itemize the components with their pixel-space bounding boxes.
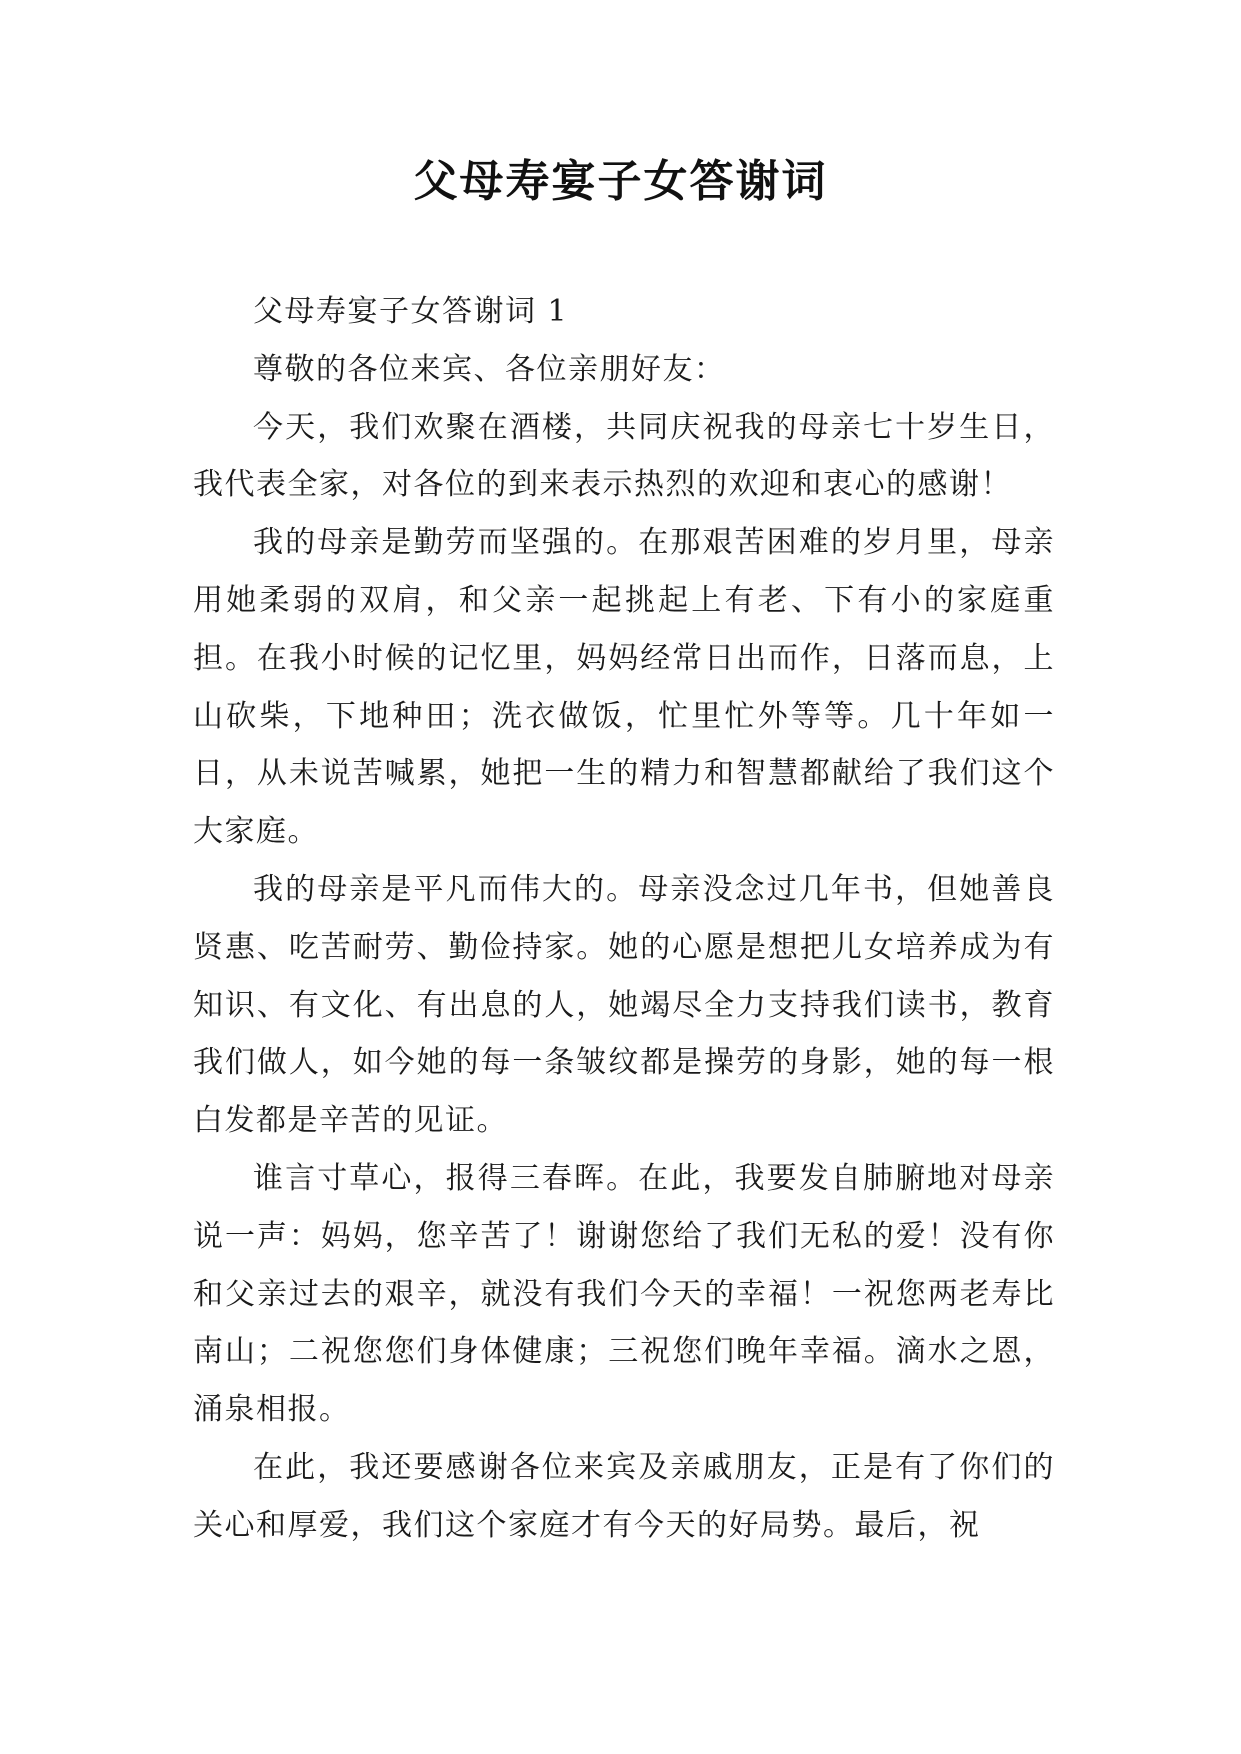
salutation: 尊敬的各位来宾、各位亲朋好友： <box>253 351 726 387</box>
paragraph-1: 今天，我们欢聚在酒楼，共同庆祝我的母亲七十岁生日，我代表全家，对各位的到来表示热烈的欢迎和衷心的感谢！ <box>193 409 1055 503</box>
section-heading: 父母寿宴子女答谢词 1 <box>253 294 569 329</box>
paragraph-3: 我的母亲是平凡而伟大的。母亲没念过几年书，但她善良贤惠、吃苦耐劳、勤俭持家。她的心愿是想把儿女培养成为有知识、有文化、有出息的人，她竭尽全力支持我们读书，教育我们做人，如今她的每一条皱纹都是操劳的身影，她的每一根白发都是辛苦的见证。 <box>193 871 1055 1139</box>
paragraph-5: 在此，我还要感谢各位来宾及亲戚朋友，正是有了你们的关心和厚爱，我们这个家庭才有今天的好局势。最后，祝 <box>193 1449 1055 1543</box>
paragraph-4: 谁言寸草心，报得三春晖。在此，我要发自肺腑地对母亲说一声：妈妈，您辛苦了！谢谢您给了我们无私的爱！没有你和父亲过去的艰辛，就没有我们今天的幸福！一祝您两老寿比南山；二祝您您们身体健康；三祝您们晚年幸福。滴水之恩，涌泉相报。 <box>193 1160 1055 1428</box>
paragraph-2: 我的母亲是勤劳而坚强的。在那艰苦困难的岁月里，母亲用她柔弱的双肩，和父亲一起挑起上有老、下有小的家庭重担。在我小时候的记忆里，妈妈经常日出而作，日落而息，上山砍柴，下地种田；洗衣做饭，忙里忙外等等。几十年如一日，从未说苦喊累，她把一生的精力和智慧都献给了我们这个大家庭。 <box>193 525 1055 850</box>
document-body <box>193 283 1055 1555</box>
document-title: 父母寿宴子女答谢词 <box>413 156 828 207</box>
